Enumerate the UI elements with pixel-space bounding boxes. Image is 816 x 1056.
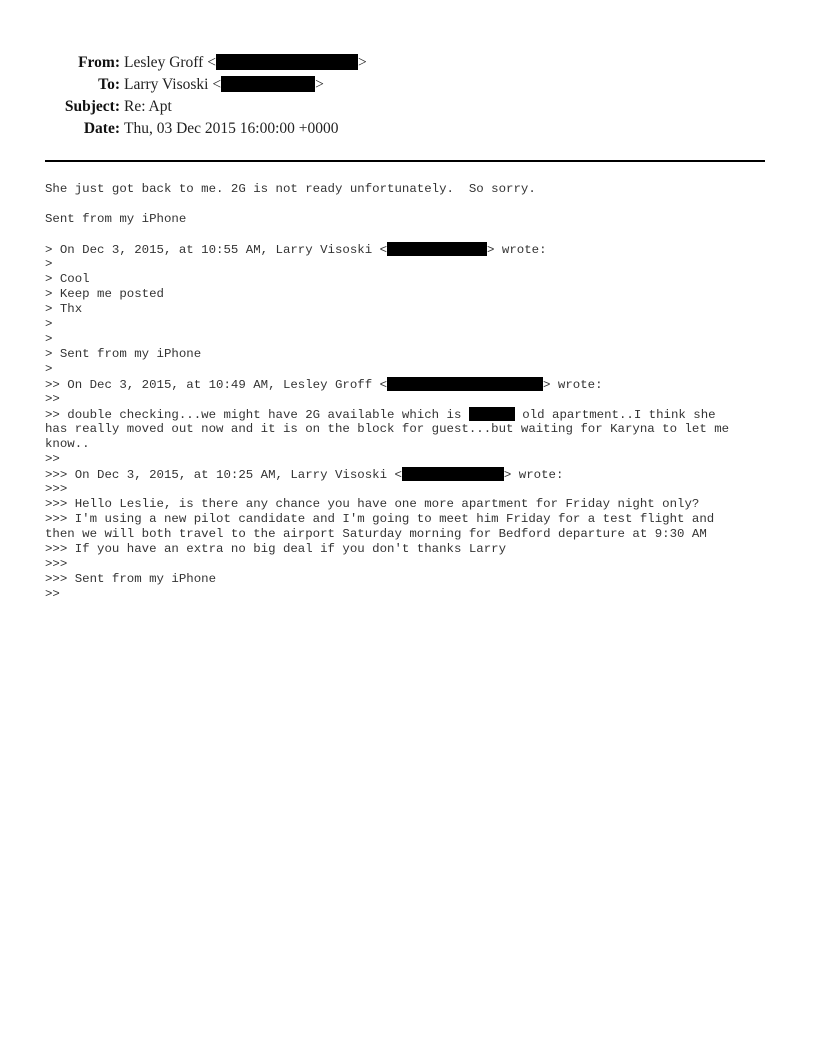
subject-value: Re: Apt (124, 98, 172, 115)
quote-line: >>> Hello Leslie, is there any chance you have one more apartment for Friday night only? (45, 497, 700, 511)
quote-line: > (45, 332, 53, 346)
email-body (45, 182, 775, 602)
from-row (0, 52, 816, 74)
quote-header-text: >>> On Dec 3, 2015, at 10:25 AM, Larry Visoski < (45, 468, 402, 482)
from-label: From: (78, 54, 120, 71)
date-row (0, 118, 816, 140)
quote-line: > Cool (45, 272, 90, 286)
quote-line: >> (45, 392, 60, 406)
redaction-box (402, 467, 504, 481)
from-name: Lesley Groff < (124, 54, 216, 71)
body-line: She just got back to me. 2G is not ready unfortunately. So sorry. (45, 182, 536, 196)
quote-line: >> (45, 587, 60, 601)
date-label: Date: (83, 120, 120, 137)
quote-line: then we will both travel to the airport Saturday morning for Bedford departure at 9:30 AM (45, 527, 707, 541)
quote-line (45, 407, 775, 422)
to-close: > (315, 76, 324, 93)
to-row (0, 74, 816, 96)
quote-line: >>> I'm using a new pilot candidate and I'm going to meet him Friday for a test flight and (45, 512, 715, 526)
quote-line: >>> (45, 482, 68, 496)
redaction-box (221, 76, 315, 92)
date-value: Thu, 03 Dec 2015 16:00:00 +0000 (124, 120, 339, 137)
from-value (124, 52, 367, 74)
quote-line: know.. (45, 437, 90, 451)
quote-header-line (45, 242, 775, 257)
quote-header-text: > wrote: (487, 243, 547, 257)
quote-text: >> double checking...we might have 2G available which is (45, 408, 469, 422)
email-header (0, 52, 816, 140)
to-label: To: (98, 76, 120, 93)
quote-line: > Sent from my iPhone (45, 347, 202, 361)
to-value (124, 74, 324, 96)
redaction-box (469, 407, 515, 421)
quote-line: > (45, 257, 53, 271)
from-close: > (357, 54, 367, 71)
quote-line: >>> Sent from my iPhone (45, 572, 217, 586)
quote-line: > (45, 317, 53, 331)
quote-line: >> (45, 452, 60, 466)
header-divider (45, 160, 765, 162)
quote-line: >>> (45, 557, 68, 571)
quote-line: > Thx (45, 302, 83, 316)
redaction-box (216, 54, 358, 70)
redaction-box (387, 377, 543, 391)
quote-header-line (45, 377, 775, 392)
quote-header-text: > On Dec 3, 2015, at 10:55 AM, Larry Visoski < (45, 243, 388, 257)
quote-text: old apartment..I think she (514, 408, 716, 422)
quote-header-line (45, 467, 775, 482)
subject-label: Subject: (64, 98, 120, 115)
quote-header-text: >> On Dec 3, 2015, at 10:49 AM, Lesley Groff < (45, 378, 388, 392)
quote-header-text: > wrote: (503, 468, 564, 482)
quote-line: >>> If you have an extra no big deal if you don't thanks Larry (45, 542, 507, 556)
quote-line: > (45, 362, 53, 376)
to-name: Larry Visoski < (124, 76, 222, 93)
quote-line: has really moved out now and it is on the block for guest...but waiting for Karyna to let me (45, 422, 730, 436)
body-line: Sent from my iPhone (45, 212, 187, 226)
quote-line: > Keep me posted (45, 287, 164, 301)
subject-row (0, 96, 816, 118)
quote-header-text: > wrote: (543, 378, 603, 392)
redaction-box (387, 242, 487, 256)
